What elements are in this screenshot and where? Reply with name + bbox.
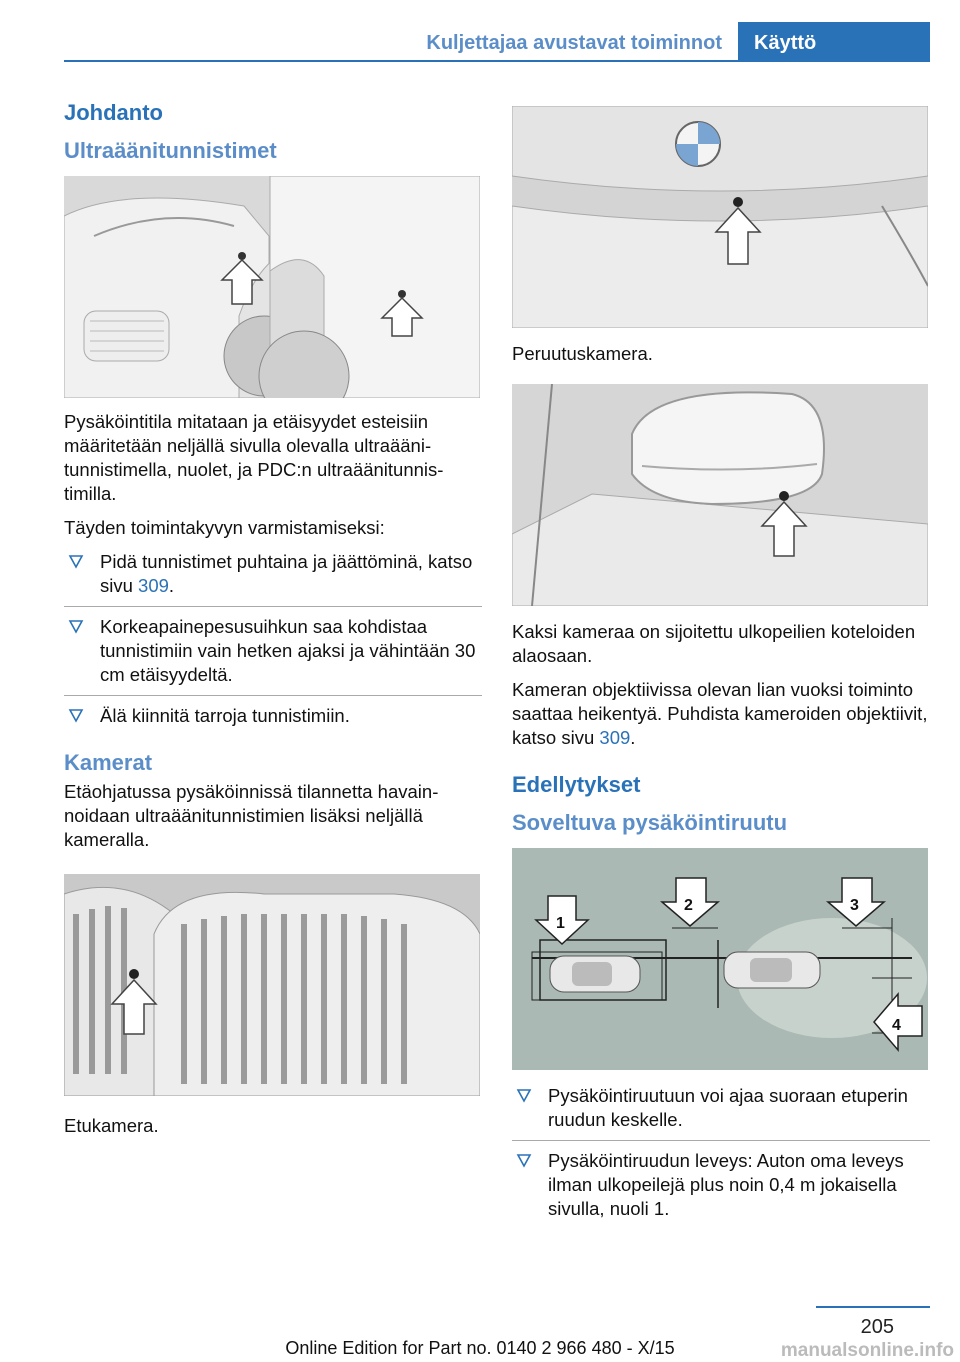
diagram-label-4: 4 [892, 1017, 901, 1034]
page-link-309[interactable]: 309 [138, 575, 169, 596]
bullet-text: Pysäköintiruutuun voi ajaa suoraan etuperin ruudun keskelle. [548, 1085, 908, 1130]
header-rule [64, 60, 930, 62]
figure-front-camera [64, 874, 480, 1096]
diagram-label-3: 3 [850, 897, 859, 914]
footer-rule [816, 1306, 930, 1308]
heading-ultrasonic-sensors: Ultraäänitunnistimet [64, 138, 277, 163]
bullet-keep-clean [64, 550, 482, 598]
bullet-period: . [168, 575, 175, 596]
bullet-text: Pysäköintiruudun leveys: Auton oma leveys ilman ulkopeilejä plus noin 0,4 m jokaisella sivulla, nuoli 1. [548, 1150, 904, 1219]
heading-requirements: Edellytykset [512, 772, 641, 797]
triangle-bullet-icon [68, 553, 84, 569]
paragraph-sensors-intro: Pysäköintitila mitataan ja etäisyydet esteisiin määritetään neljällä sivulla olevalla ultraäänitunnistimella, nuolet, ja PDC:n ultraäänitunnistimilla. [64, 411, 444, 504]
paragraph-lens-dirt [512, 678, 930, 750]
bullet-separator [64, 606, 482, 607]
page-number: 205 [860, 1316, 894, 1338]
bullet-separator [512, 1140, 930, 1141]
bullet-text: Pidä tunnistimet puhtaina ja jäättöminä, katso sivu [100, 551, 473, 596]
triangle-bullet-icon [516, 1152, 532, 1168]
paragraph-cameras: Etäohjatussa pysäköinnissä tilannetta havainnoidaan ultraäänitunnistimien lisäksi neljällä kameralla. [64, 781, 439, 850]
bullet-text: Älä kiinnitä tarroja tunnistimiin. [100, 705, 350, 726]
diagram-label-2: 2 [684, 897, 693, 914]
page-link-309[interactable]: 309 [599, 727, 631, 748]
heading-intro: Johdanto [64, 100, 163, 125]
header-chapter-tab: Käyttö [738, 22, 930, 62]
triangle-bullet-icon [68, 618, 84, 634]
paragraph-full-function: Täyden toimintakyvyn varmistamiseksi: [64, 517, 385, 538]
right-column [512, 100, 930, 1229]
watermark: manualsonline.info [780, 1340, 954, 1361]
caption-front-camera: Etukamera. [64, 1115, 159, 1136]
bullet-no-stickers [64, 704, 482, 728]
heading-cameras: Kamerat [64, 750, 153, 775]
heading-suitable-space: Soveltuva pysäköintiruutu [512, 810, 788, 835]
paragraph-mirror-cameras: Kaksi kameraa on sijoitettu ulkopeilien koteloiden alaosaan. [512, 621, 916, 666]
figure-side-sensors [64, 176, 480, 398]
header-section-title: Kuljettajaa avustavat toiminnot [426, 32, 722, 54]
bullet-text: Korkeapainepesusuihkun saa kohdistaa tunnistimiin vain hetken ajaksi ja vähintään 30 cm etäisyydeltä. [100, 616, 476, 685]
figure-rear-camera [512, 106, 928, 328]
figure-mirror-camera [512, 384, 928, 606]
bullet-space-width [512, 1149, 930, 1221]
paragraph-text: Kameran objektiivissa olevan lian vuoksi toiminto saattaa heikentyä. Puhdista kameroiden objektiivit, katso sivu [512, 679, 928, 748]
diagram-label-1: 1 [556, 915, 565, 932]
footer-edition: Online Edition for Part no. 0140 2 966 480 - X/15 [285, 1338, 675, 1358]
paragraph-period: . [630, 727, 636, 748]
bullet-drive-straight [512, 1084, 930, 1132]
left-column [64, 100, 482, 1148]
triangle-bullet-icon [68, 707, 84, 723]
figure-parking-space-diagram [512, 848, 928, 1070]
caption-rear-camera: Peruutuskamera. [512, 343, 653, 364]
bullet-pressure-washer [64, 615, 482, 687]
triangle-bullet-icon [516, 1087, 532, 1103]
bullet-separator [64, 695, 482, 696]
